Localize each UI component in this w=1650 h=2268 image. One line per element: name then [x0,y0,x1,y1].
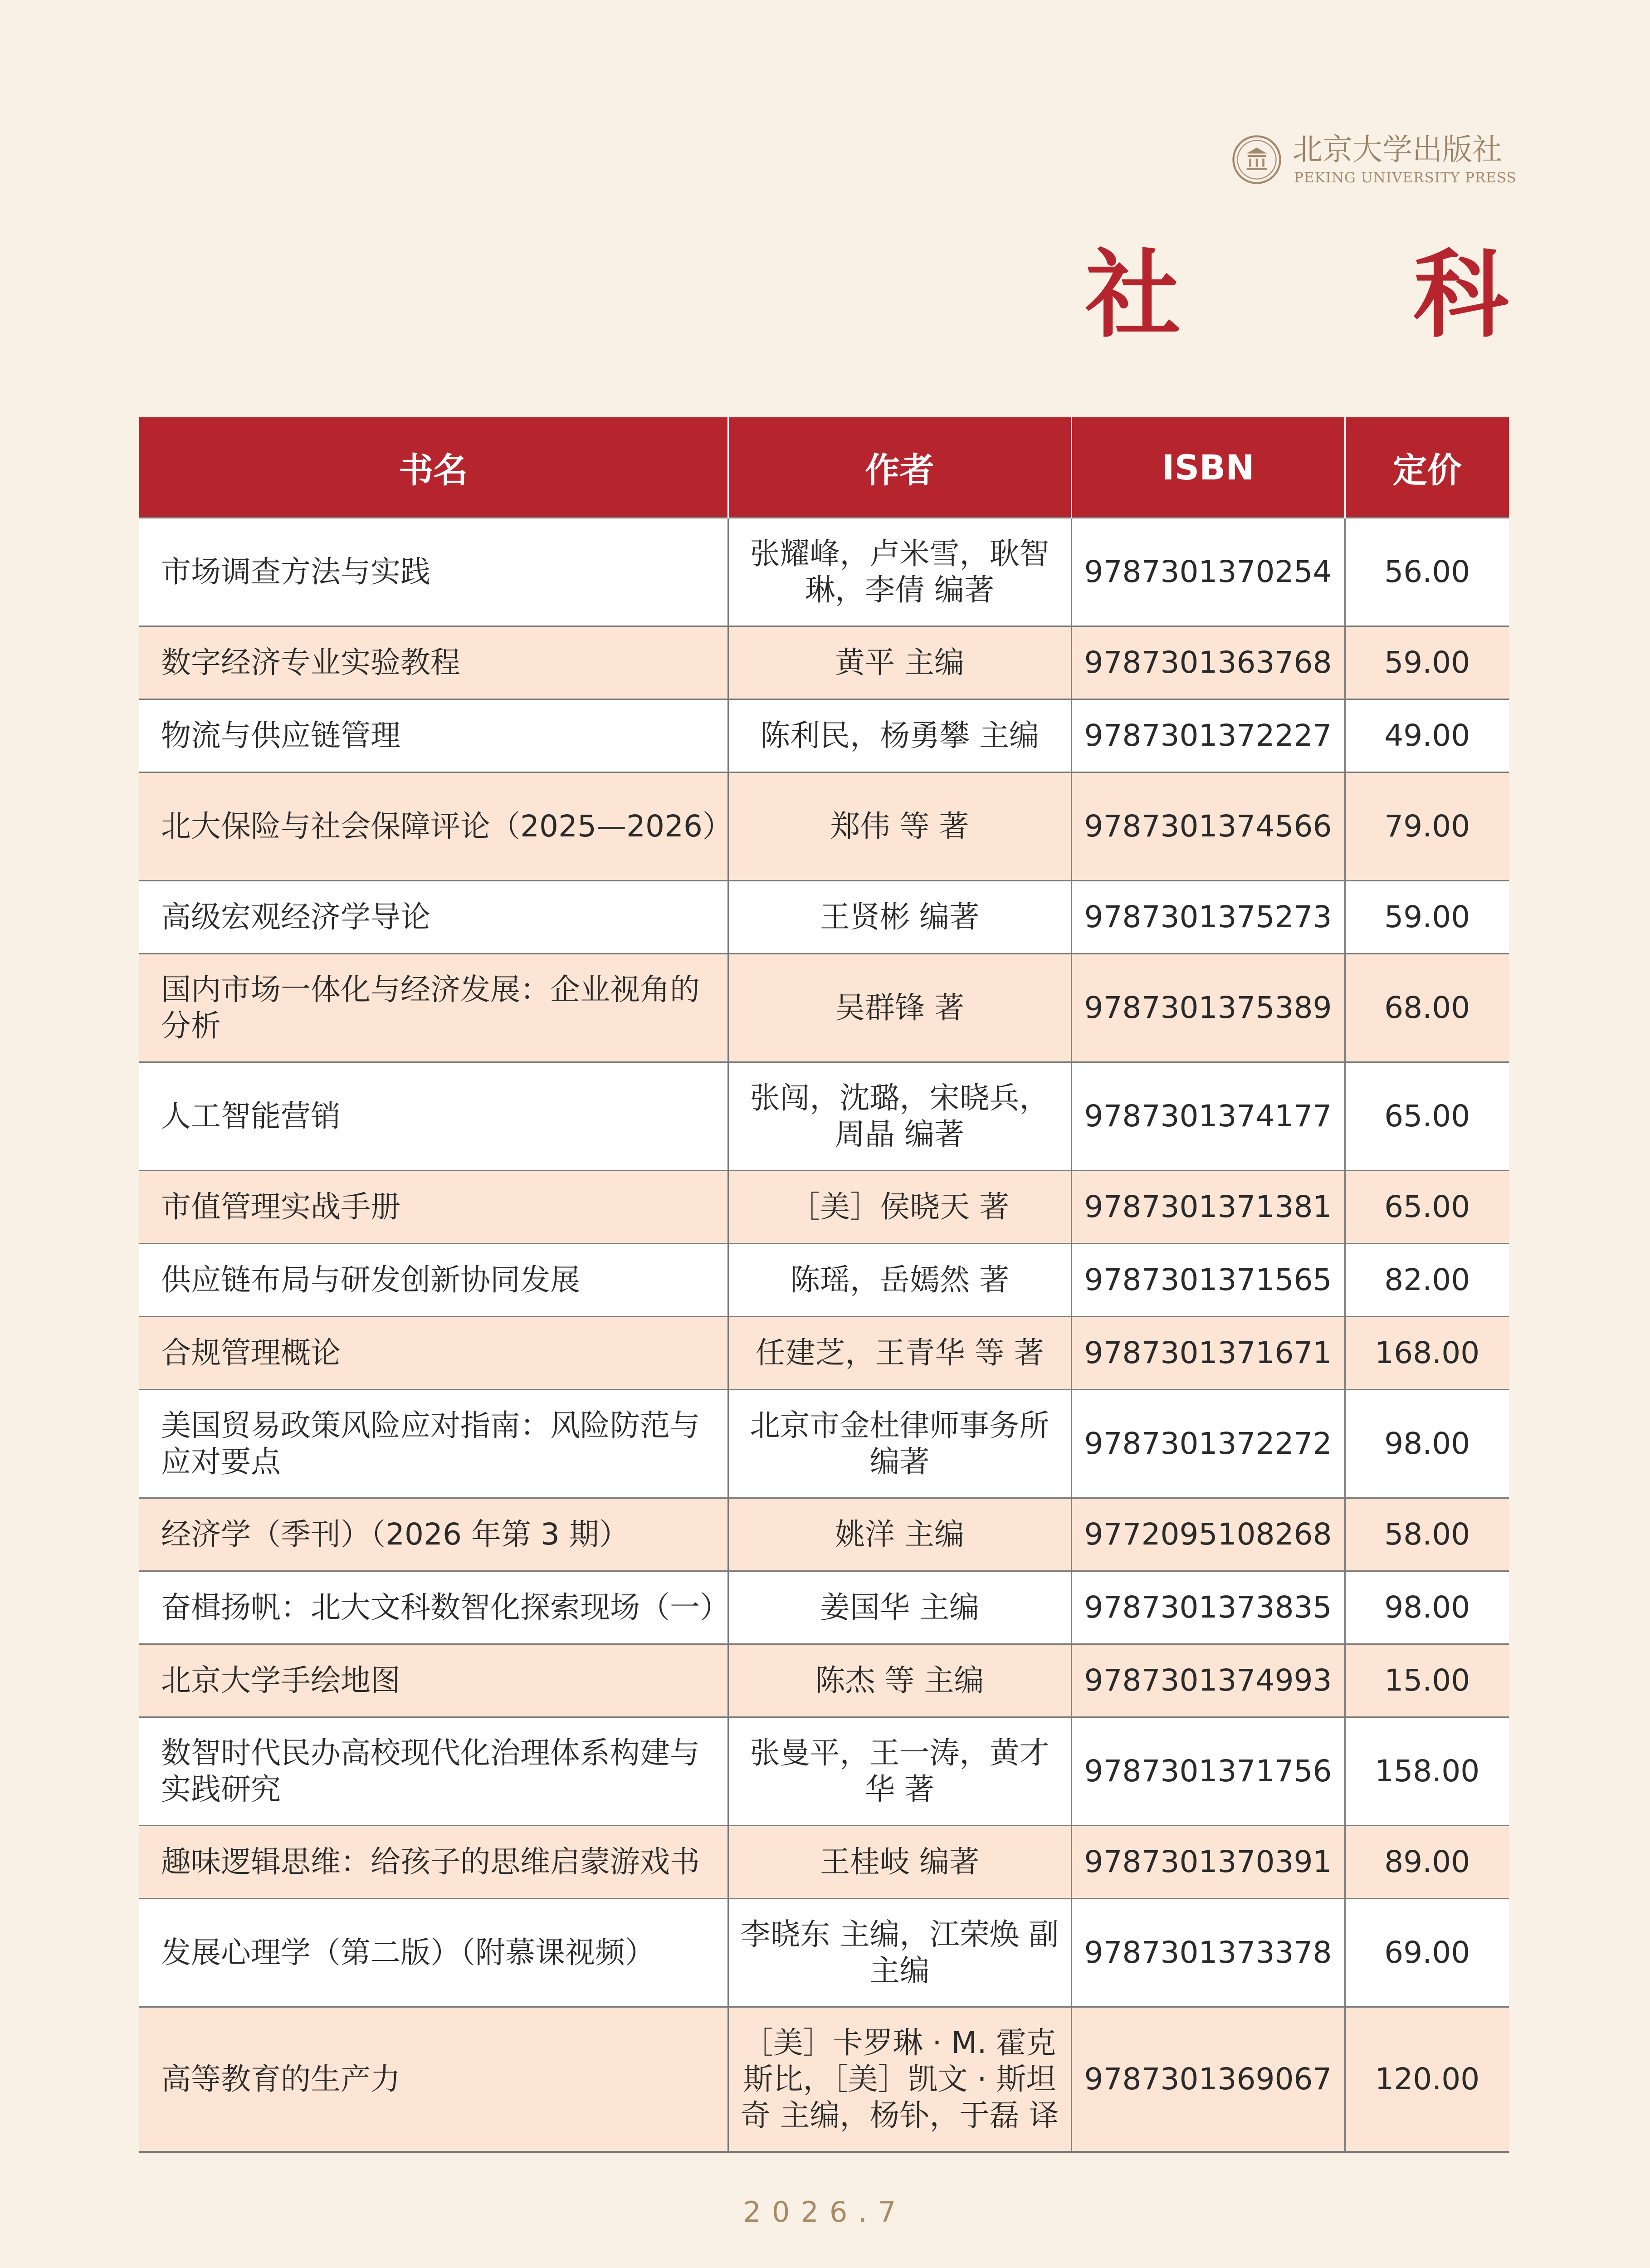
book-price: 59.00 [1345,881,1509,954]
table-row [139,1317,1509,1390]
table-row [139,954,1509,1062]
table-row [139,1171,1509,1244]
book-isbn: 9787301370254 [1071,518,1345,626]
book-isbn: 9787301363768 [1071,626,1345,699]
column-header-isbn: ISBN [1071,417,1345,518]
table-row [139,1644,1509,1717]
book-author: 郑伟 等 著 [728,772,1071,881]
book-isbn: 9787301369067 [1071,2007,1345,2152]
issue-date: 2026.7 [743,2195,907,2229]
table-row [139,518,1509,626]
book-title: 高等教育的生产力 [139,2007,728,2152]
book-list-table [139,417,1509,2153]
book-author: 张耀峰，卢米雪，耿智琳，李倩 编著 [728,518,1071,626]
university-seal-icon [1231,134,1282,185]
book-title: 人工智能营销 [139,1062,728,1171]
book-isbn: 9787301371565 [1071,1244,1345,1317]
book-title: 国内市场一体化与经济发展：企业视角的分析 [139,954,728,1062]
book-author: 姜国华 主编 [728,1571,1071,1644]
book-author: 陈瑶，岳嫣然 著 [728,1244,1071,1317]
book-isbn: 9787301372227 [1071,699,1345,772]
book-price: 69.00 [1345,1899,1509,2007]
book-author: 陈利民，杨勇攀 主编 [728,699,1071,772]
book-author: 任建芝，王青华 等 著 [728,1317,1071,1390]
table-row [139,1826,1509,1899]
table-row [139,1899,1509,2007]
book-price: 58.00 [1345,1498,1509,1571]
book-price: 59.00 [1345,626,1509,699]
book-author: 张曼平，王一涛，黄才华 著 [728,1717,1071,1826]
book-isbn: 9787301374993 [1071,1644,1345,1717]
book-title: 市场调查方法与实践 [139,518,728,626]
book-title: 北京大学手绘地图 [139,1644,728,1717]
column-header-title: 书名 [139,417,728,518]
book-title: 美国贸易政策风险应对指南：风险防范与应对要点 [139,1390,728,1498]
book-price: 98.00 [1345,1571,1509,1644]
book-isbn: 9787301371756 [1071,1717,1345,1826]
book-price: 79.00 [1345,772,1509,881]
column-header-author: 作者 [728,417,1071,518]
book-price: 89.00 [1345,1826,1509,1899]
book-author: 陈杰 等 主编 [728,1644,1071,1717]
table-row [139,881,1509,954]
book-title: 发展心理学（第二版）（附慕课视频） [139,1899,728,2007]
book-author: 吴群锋 著 [728,954,1071,1062]
book-author: 姚洋 主编 [728,1498,1071,1571]
book-isbn: 9787301371671 [1071,1317,1345,1390]
book-title: 数字经济专业实验教程 [139,626,728,699]
table-row [139,626,1509,699]
book-price: 168.00 [1345,1317,1509,1390]
book-isbn: 9787301374177 [1071,1062,1345,1171]
table-row [139,772,1509,881]
book-title: 北大保险与社会保障评论（2025—2026） [139,772,728,881]
book-author: 李晓东 主编，江荣焕 副主编 [728,1899,1071,2007]
book-author: 王桂岐 编著 [728,1826,1071,1899]
column-header-price: 定价 [1345,417,1509,518]
book-price: 65.00 [1345,1062,1509,1171]
book-price: 15.00 [1345,1644,1509,1717]
table-row [139,699,1509,772]
book-title: 高级宏观经济学导论 [139,881,728,954]
table-row [139,1244,1509,1317]
table-row [139,1390,1509,1498]
book-title: 合规管理概论 [139,1317,728,1390]
book-price: 158.00 [1345,1717,1509,1826]
book-title: 奋楫扬帆：北大文科数智化探索现场（一） [139,1571,728,1644]
book-price: 82.00 [1345,1244,1509,1317]
book-isbn: 9787301372272 [1071,1390,1345,1498]
book-price: 68.00 [1345,954,1509,1062]
book-title: 数智时代民办高校现代化治理体系构建与实践研究 [139,1717,728,1826]
book-title: 趣味逻辑思维：给孩子的思维启蒙游戏书 [139,1826,728,1899]
book-author: 张闯，沈璐，宋晓兵，周晶 编著 [728,1062,1071,1171]
book-isbn: 9787301373835 [1071,1571,1345,1644]
book-isbn: 9787301373378 [1071,1899,1345,2007]
book-author: ［美］侯晓天 著 [728,1171,1071,1244]
book-author: 黄平 主编 [728,626,1071,699]
table-header-row [139,417,1509,518]
book-isbn: 9787301370391 [1071,1826,1345,1899]
book-price: 98.00 [1345,1390,1509,1498]
book-title: 市值管理实战手册 [139,1171,728,1244]
table-row [139,1571,1509,1644]
book-isbn: 9787301375389 [1071,954,1345,1062]
book-title: 物流与供应链管理 [139,699,728,772]
category-title: 社 科 [1085,239,1608,351]
publisher-name-en: PEKING UNIVERSITY PRESS [1294,170,1517,186]
table-row [139,1062,1509,1171]
table-row [139,1498,1509,1571]
book-isbn: 9787301374566 [1071,772,1345,881]
publisher-logo [1231,128,1517,191]
book-price: 49.00 [1345,699,1509,772]
table-row [139,2007,1509,2152]
book-author: ［美］卡罗琳 · M. 霍克斯比，［美］凯文 · 斯坦奇 主编，杨钋，于磊 译 [728,2007,1071,2152]
table-row [139,1717,1509,1826]
book-isbn: 9787301371381 [1071,1171,1345,1244]
publisher-name-cn: 北京大学出版社 [1293,132,1502,167]
book-isbn: 9772095108268 [1071,1498,1345,1571]
book-price: 120.00 [1345,2007,1509,2152]
book-price: 65.00 [1345,1171,1509,1244]
book-price: 56.00 [1345,518,1509,626]
book-title: 经济学（季刊）（2026 年第 3 期） [139,1498,728,1571]
book-isbn: 9787301375273 [1071,881,1345,954]
book-author: 北京市金杜律师事务所 编著 [728,1390,1071,1498]
book-author: 王贤彬 编著 [728,881,1071,954]
book-title: 供应链布局与研发创新协同发展 [139,1244,728,1317]
